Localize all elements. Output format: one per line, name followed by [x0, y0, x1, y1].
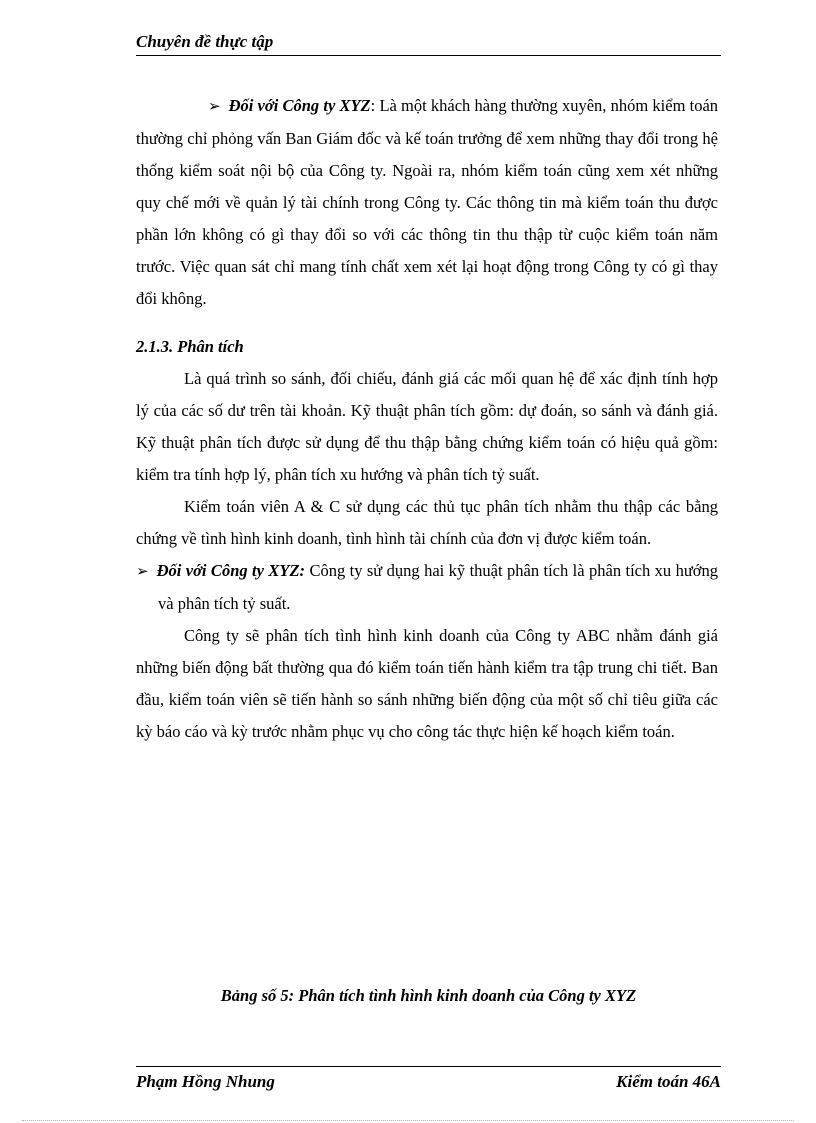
- page-bottom-divider: [22, 1120, 794, 1121]
- section-heading: 2.1.3. Phân tích: [136, 337, 244, 356]
- paragraph-company-analysis: Công ty sẽ phân tích tình hình kinh doanh của Công ty ABC nhằm đánh giá những biến động bất thường qua đó kiểm toán tiến hành kiểm tra tập trung chi tiết. Ban đầu, kiểm toán viên sẽ tiến hành so sánh những biến động của một số chỉ tiêu giữa các kỳ báo cáo và kỳ trước nhằm phục vụ cho công tác thực hiện kế hoạch kiểm toán.: [136, 626, 718, 741]
- page-footer: [136, 1066, 721, 1093]
- arrow-bullet-icon: ➢: [208, 99, 221, 115]
- paragraph-xyz-analysis: [136, 555, 718, 620]
- arrow-bullet-icon: ➢: [136, 564, 149, 580]
- bullet-text: : Là một khách hàng thường xuyên, nhóm kiểm toán thường chỉ phỏng vấn Ban Giám đốc và kế toán trưởng để xem những thay đổi trong hệ thống kiểm soát nội bộ của Công ty. Ngoài ra, nhóm kiểm toán cũng xem xét những quy chế mới về quản lý tài chính trong Công ty. Các thông tin mà kiểm toán thu được phần lớn không có gì thay đổi so với các thông tin thu thập từ cuộc kiểm toán năm trước. Việc quan sát chỉ mang tính chất xem xét lại hoạt động trong Công ty có gì thay đổi không.: [136, 96, 719, 308]
- header-title: Chuyên đề thực tập: [136, 32, 274, 51]
- paragraph-xyz-interview: [136, 90, 718, 315]
- table-caption: Bảng số 5: Phân tích tình hình kinh doanh của Công ty XYZ: [220, 986, 637, 1005]
- footer-author: Phạm Hồng Nhung: [136, 1072, 275, 1091]
- bullet-lead: Đối với Công ty XYZ: [228, 96, 371, 115]
- paragraph-analysis-definition: Là quá trình so sánh, đối chiếu, đánh giá các mối quan hệ để xác định tính hợp lý của các số dư trên tài khoản. Kỹ thuật phân tích gồm: dự đoán, so sánh và đánh giá. Kỹ thuật phân tích được sử dụng để thu thập bằng chứng kiểm toán có hiệu quả gồm: kiểm tra tính hợp lý, phân tích xu hướng và phân tích tỷ suất.: [136, 369, 718, 484]
- bullet-text: Công ty sử dụng hai kỹ thuật phân tích là phân tích xu hướng và phân tích tỷ suất.: [158, 561, 718, 613]
- main-content: [136, 90, 718, 748]
- paragraph-auditor-procedures: Kiểm toán viên A & C sử dụng các thủ tục phân tích nhằm thu thập các bằng chứng về tình hình kinh doanh, tình hình tài chính của đơn vị được kiểm toán.: [136, 497, 718, 548]
- page-header: [136, 32, 721, 56]
- bullet-lead: Đối với Công ty XYZ:: [156, 561, 306, 580]
- footer-class: Kiểm toán 46A: [616, 1072, 721, 1091]
